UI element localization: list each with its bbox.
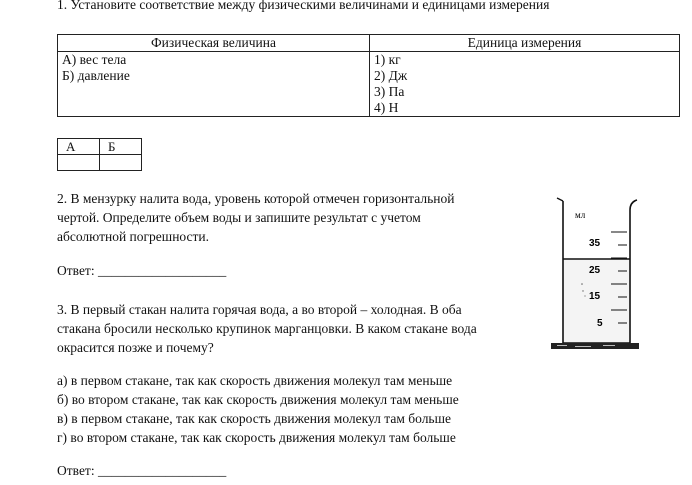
question-3-line: стакана бросили несколько крупинок марганцовки. В каком стакане вода xyxy=(57,321,477,336)
quantity-item: А) вес тела xyxy=(62,52,127,67)
table-header-quantity: Физическая величина xyxy=(58,35,370,52)
question-3-line: 3. В первый стакан налита горячая вода, а во второй – холодная. В оба xyxy=(57,302,462,317)
answer-header-a: А xyxy=(58,139,100,155)
unit-item: 2) Дж xyxy=(374,68,408,83)
answer-option[interactable]: а) в первом стакане, так как скорость движения молекул там меньше xyxy=(57,373,453,388)
measuring-cylinder-figure xyxy=(545,196,640,352)
answer-header-b: Б xyxy=(100,139,142,155)
question-3-options xyxy=(57,371,459,447)
answer-cell-a[interactable] xyxy=(58,155,100,171)
quantity-item: Б) давление xyxy=(62,68,130,83)
scale-label: 15 xyxy=(589,291,601,302)
question-2-line: 2. В мензурку налита вода, уровень которой отмечен горизонтальной xyxy=(57,191,455,206)
unit-item: 1) кг xyxy=(374,52,401,67)
question-1-title: 1. Установите соответствие между физическими величинами и единицами измерения xyxy=(57,0,550,12)
unit-label: мл xyxy=(575,210,586,220)
question-2-line: абсолютной погрешности. xyxy=(57,229,209,244)
question-2-line: чертой. Определите объем воды и запишите результат с учетом xyxy=(57,210,421,225)
scale-label: 25 xyxy=(589,265,601,276)
unit-item: 4) Н xyxy=(374,100,399,115)
question-2-text xyxy=(57,189,454,246)
question-3-text xyxy=(57,300,477,357)
answer-grid xyxy=(57,138,142,171)
answer-option[interactable]: б) во втором стакане, так как скорость движения молекул там меньше xyxy=(57,392,459,407)
matching-table xyxy=(57,34,680,117)
answer-option[interactable]: в) в первом стакане, так как скорость движения молекул там больше xyxy=(57,411,451,426)
question-2-answer-line[interactable]: Ответ: ___________________ xyxy=(57,263,227,278)
question-3-answer-line[interactable]: Ответ: ___________________ xyxy=(57,463,227,478)
answer-cell-b[interactable] xyxy=(100,155,142,171)
scale-label: 5 xyxy=(597,318,603,329)
answer-option[interactable]: г) во втором стакане, так как скорость движения молекул там больше xyxy=(57,430,456,445)
quantity-list xyxy=(58,52,370,117)
table-header-unit: Единица измерения xyxy=(370,35,680,52)
question-3-line: окрасится позже и почему? xyxy=(57,340,214,355)
unit-item: 3) Па xyxy=(374,84,405,99)
scale-label: 35 xyxy=(589,238,601,249)
cylinder-lip xyxy=(557,198,563,201)
unit-list xyxy=(370,52,680,117)
